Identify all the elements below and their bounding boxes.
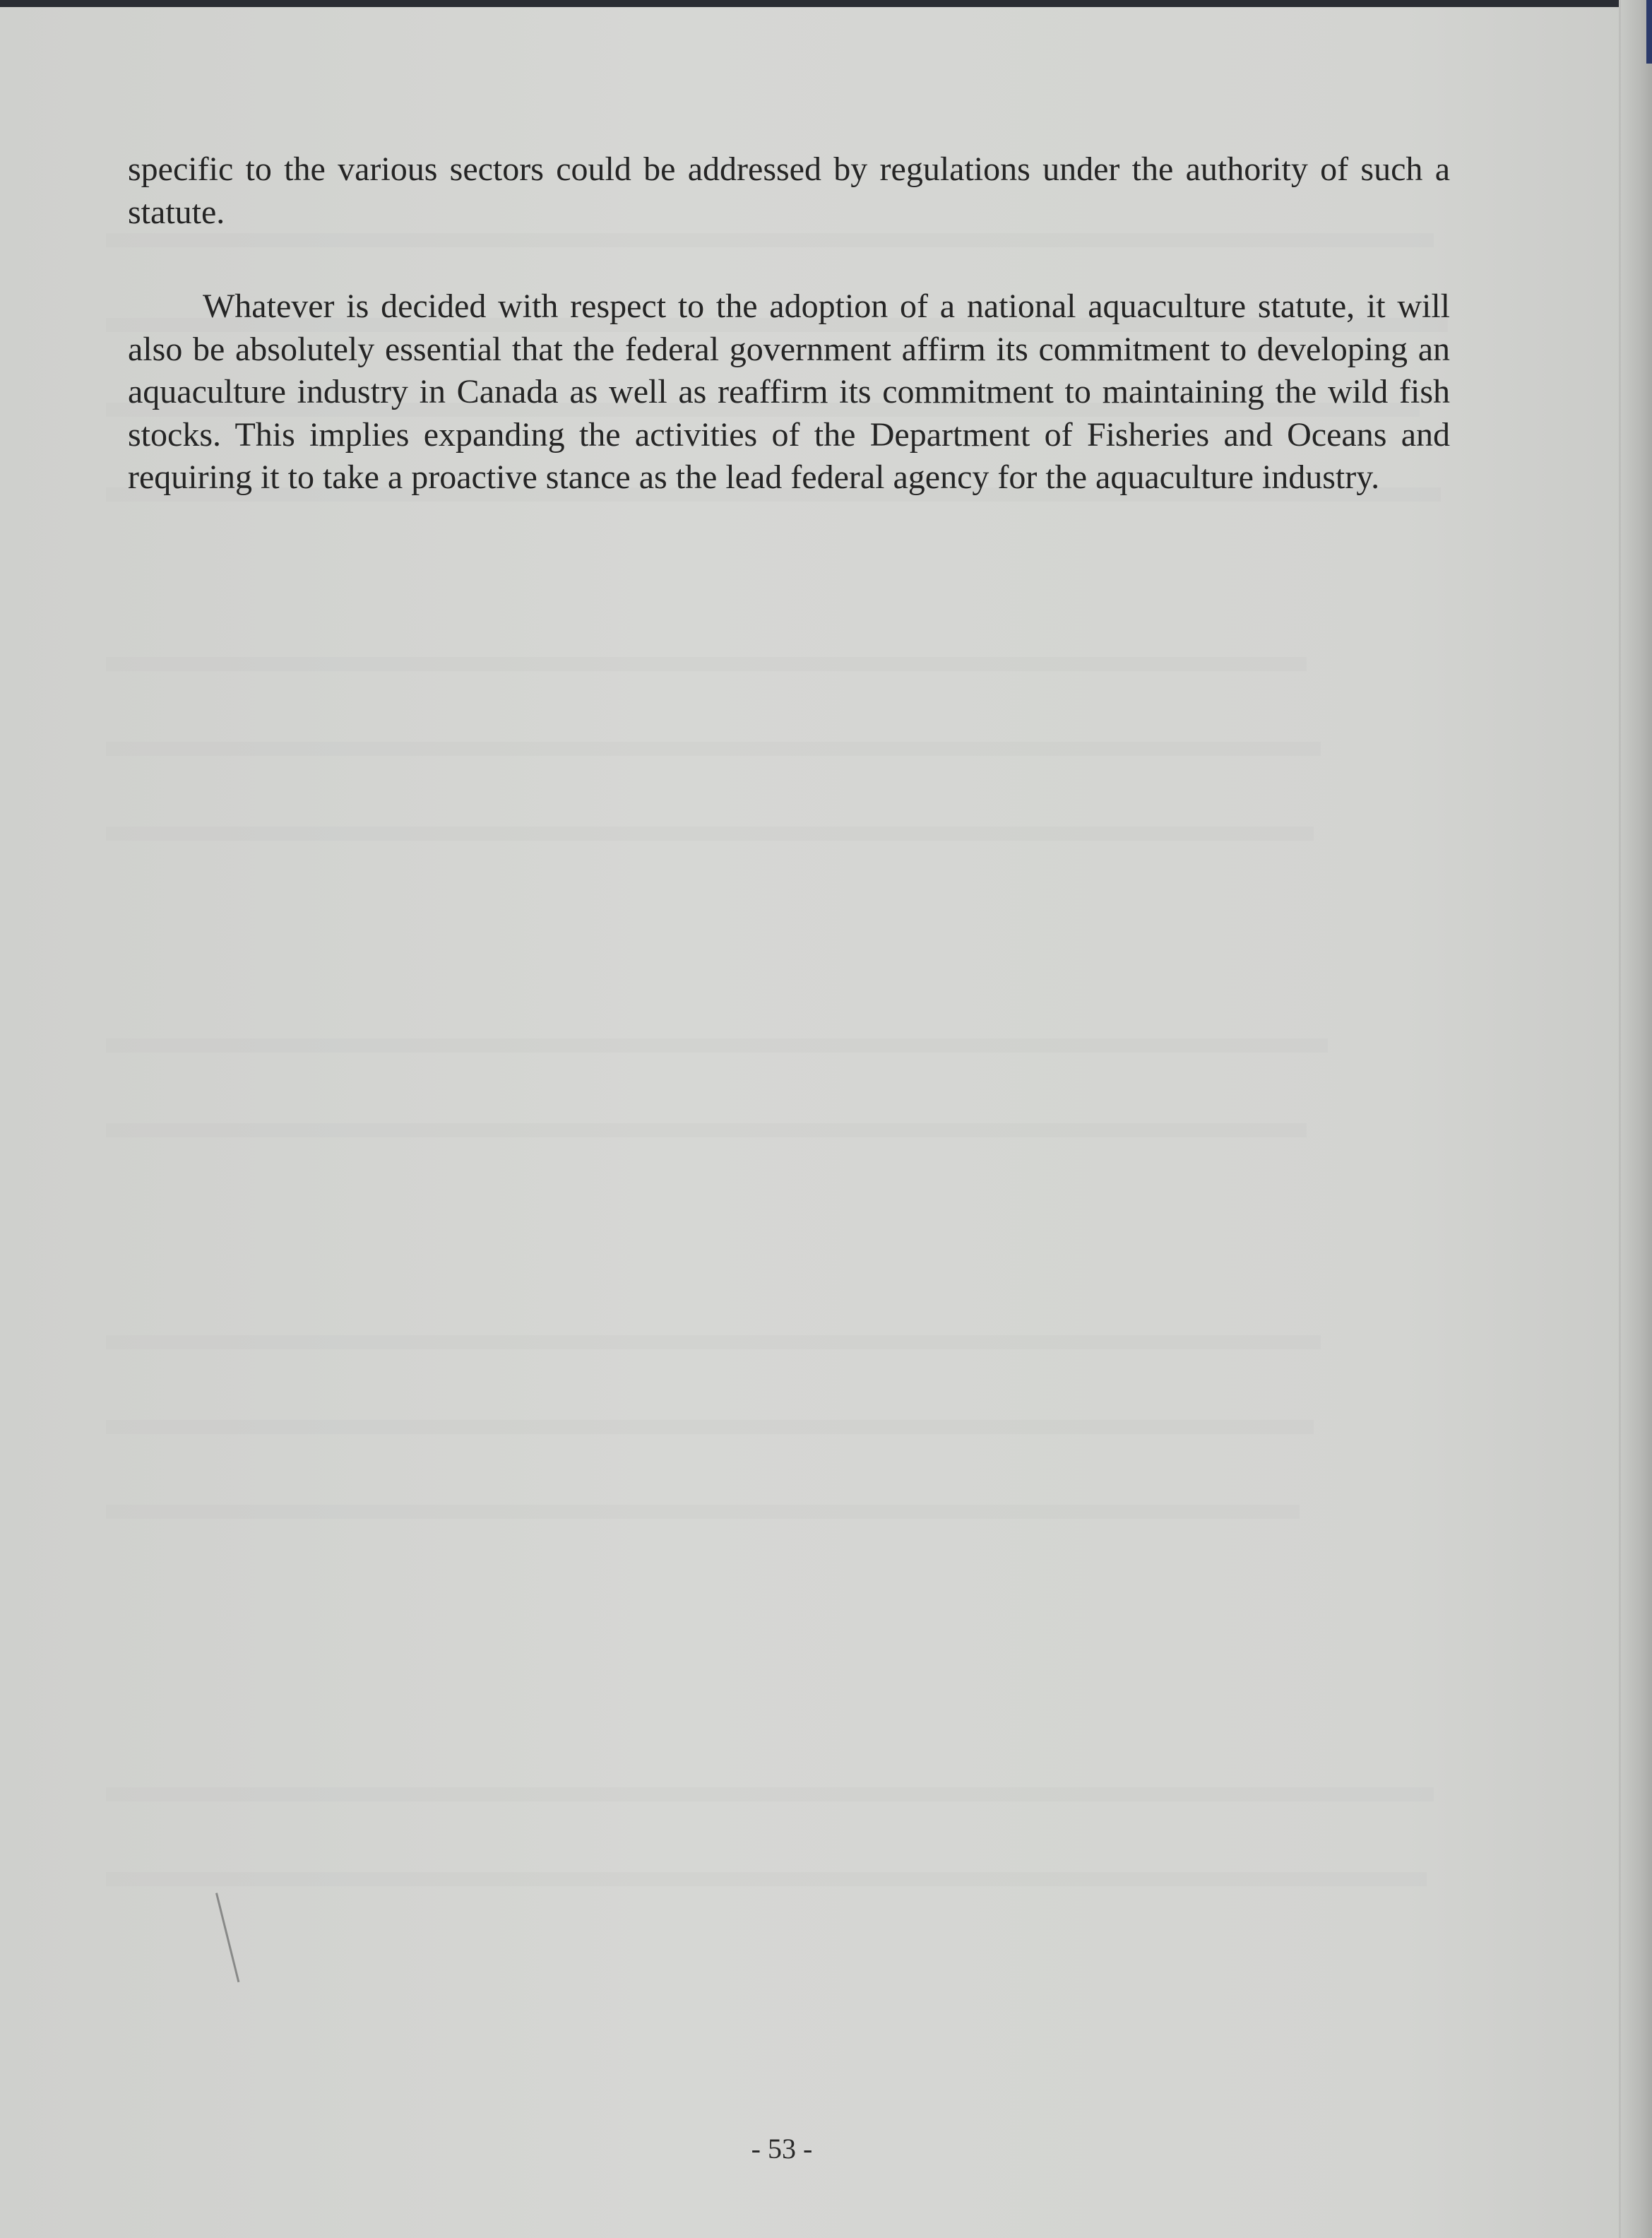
paragraph-text: specific to the various sectors could be addressed by regulations under the authority of such a statute. [128,150,1450,231]
paragraph-main [128,285,1450,499]
page-right-edge [1619,0,1652,2238]
paragraph-continuation [128,148,1450,234]
page-number: - 53 - [751,2133,813,2165]
pencil-mark [215,1893,239,1982]
paragraph-text: Whatever is decided with respect to the adoption of a national aquaculture statute, it will also be absolutely essential that the federal government affirm its commitment to developing an aquaculture industry in Canada as well as reaffirm its commitment to maintaining the wild fish stocks. This implies expanding the activities of the Department of Fisheries and Oceans and requiring it to take a proactive stance as the lead federal agency for the aquaculture industry. [128,288,1450,496]
binding-edge [1646,0,1652,64]
page-top-edge [0,0,1652,7]
